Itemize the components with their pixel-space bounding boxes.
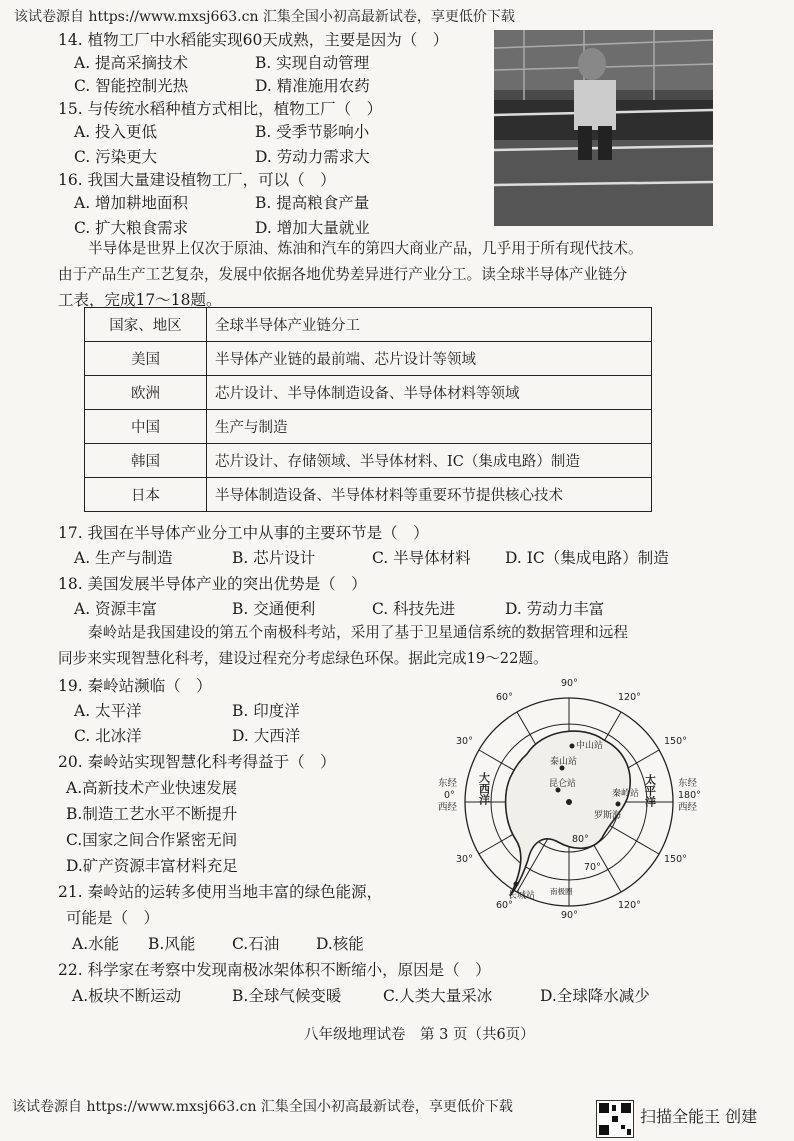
q16-option-a: A. 增加耕地面积	[74, 194, 189, 212]
map-label-east-left: 东经	[438, 778, 458, 789]
q14-option-d: D. 精准施用农药	[255, 77, 370, 95]
source-banner-bottom: 该试卷源自 https://www.mxsj663.cn 汇集全国小初高最新试卷，享更低价下载	[12, 1099, 513, 1115]
q15-option-d: D. 劳动力需求大	[255, 148, 370, 166]
plant-factory-photo	[494, 30, 713, 226]
passage-qinling-line2: 同步来实现智慧化科考，建设过程充分考虑绿色环保。据此完成19～22题。	[58, 650, 548, 667]
map-label-120-top-right: 120°	[618, 692, 641, 703]
q21-option-c: C.石油	[232, 935, 280, 953]
table-cell-region: 中国	[85, 410, 207, 444]
q22-option-d: D.全球降水减少	[540, 987, 650, 1005]
zhongshan-station-marker	[570, 744, 575, 749]
map-label-lat-70: 70°	[584, 862, 601, 873]
question-14-stem: 14. 植物工厂中水稻能实现60天成熟，主要是因为（ ）	[58, 31, 449, 49]
table-cell-role: 芯片设计、存储领域、半导体材料、IC（集成电路）制造	[207, 444, 652, 478]
q17-option-b: B. 芯片设计	[232, 549, 316, 567]
table-cell-role: 生产与制造	[207, 410, 652, 444]
q18-option-c: C. 科技先进	[372, 600, 456, 618]
q20-option-d: D.矿产资源丰富材料充足	[66, 857, 238, 875]
table-cell-role: 半导体产业链的最前端、芯片设计等领域	[207, 342, 652, 376]
map-label-kunlun-station: 昆仑站	[549, 779, 577, 789]
table-cell-role: 芯片设计、半导体制造设备、半导体材料等领域	[207, 376, 652, 410]
question-21-stem-line2: 可能是（ ）	[66, 909, 160, 927]
q14-option-b: B. 实现自动管理	[255, 54, 370, 72]
q16-option-c: C. 扩大粮食需求	[74, 219, 189, 237]
q21-option-d: D.核能	[316, 935, 364, 953]
table-cell-region: 美国	[85, 342, 207, 376]
map-label-antarctic-circle: 南极圈	[550, 887, 573, 896]
question-16-stem: 16. 我国大量建设植物工厂，可以（ ）	[58, 171, 336, 189]
map-label-60-bottom-left: 60°	[496, 900, 513, 911]
q16-option-d: D. 增加大量就业	[255, 219, 370, 237]
map-label-150-right: 150°	[664, 736, 687, 747]
map-label-120-bottom-right: 120°	[618, 900, 641, 911]
q17-option-d: D. IC（集成电路）制造	[505, 549, 669, 567]
q16-option-b: B. 提高粮食产量	[255, 194, 370, 212]
q19-option-d: D. 大西洋	[232, 727, 301, 745]
q18-option-a: A. 资源丰富	[74, 600, 158, 618]
antarctica-map	[432, 672, 702, 920]
passage-semiconductor-line1: 半导体是世界上仅次于原油、炼油和汽车的第四大商业产品，几乎用于所有现代技术。	[88, 240, 643, 257]
semiconductor-chain-table	[84, 307, 652, 512]
map-label-30-left: 30°	[456, 736, 473, 747]
q15-option-b: B. 受季节影响小	[255, 123, 370, 141]
map-label-90-bottom: 90°	[561, 910, 578, 920]
question-15-stem: 15. 与传统水稻种植方式相比，植物工厂（ ）	[58, 100, 383, 118]
question-20-stem: 20. 秦岭站实现智慧化科考得益于（ ）	[58, 753, 336, 771]
changcheng-station-marker	[514, 882, 519, 887]
table-row	[85, 444, 652, 478]
source-banner: 该试卷源自 https://www.mxsj663.cn 汇集全国小初高最新试卷，享更低价下载	[14, 9, 515, 25]
page-footer: 八年级地理试卷 第 3 页（共6页）	[304, 1027, 535, 1043]
table-row	[85, 342, 652, 376]
map-label-lat-80: 80°	[572, 834, 589, 845]
q20-option-a: A.高新技术产业快速发展	[66, 779, 238, 797]
map-label-changcheng-station: 长城站	[508, 891, 536, 901]
q19-option-b: B. 印度洋	[232, 702, 300, 720]
qr-code-icon	[596, 1100, 634, 1138]
passage-semiconductor-line3: 工表，完成17～18题。	[58, 291, 222, 309]
map-label-60-top-left: 60°	[496, 692, 513, 703]
table-cell-region: 日本	[85, 478, 207, 512]
map-label-ross-sea: 罗斯海	[594, 811, 622, 821]
table-row	[85, 478, 652, 512]
table-cell-region: 欧洲	[85, 376, 207, 410]
map-label-pacific: 太平洋	[643, 774, 657, 807]
scanner-watermark: 扫描全能王 创建	[640, 1107, 758, 1126]
table-row	[85, 376, 652, 410]
map-label-0-degree: 0°	[444, 790, 455, 801]
q17-option-a: A. 生产与制造	[74, 549, 173, 567]
map-label-90-top: 90°	[561, 678, 578, 689]
q18-option-b: B. 交通便利	[232, 600, 316, 618]
map-label-atlantic: 大西洋	[477, 772, 491, 805]
q18-option-d: D. 劳动力丰富	[505, 600, 605, 618]
q22-option-b: B.全球气候变暖	[232, 987, 342, 1005]
question-22-stem: 22. 科学家在考察中发现南极冰架体积不断缩小，原因是（ ）	[58, 961, 491, 979]
south-pole-marker	[566, 799, 572, 805]
plant-factory-image	[494, 30, 713, 226]
table-cell-region: 韩国	[85, 444, 207, 478]
q17-option-c: C. 半导体材料	[372, 549, 471, 567]
question-18-stem: 18. 美国发展半导体产业的突出优势是（ ）	[58, 575, 367, 593]
q19-option-a: A. 太平洋	[74, 702, 142, 720]
map-label-west-left: 西经	[438, 802, 458, 813]
map-label-west-right: 西经	[678, 802, 698, 813]
passage-semiconductor-line2: 由于产品生产工艺复杂，发展中依据各地优势差异进行产业分工。读全球半导体产业链分	[58, 266, 628, 283]
map-label-180-degree: 180°	[678, 790, 701, 801]
map-label-150-bottom-right: 150°	[664, 854, 687, 865]
question-19-stem: 19. 秦岭站濒临（ ）	[58, 677, 212, 695]
question-21-stem-line1: 21. 秦岭站的运转多使用当地丰富的绿色能源，	[58, 883, 383, 901]
map-label-qinling-station: 秦岭站	[612, 789, 640, 799]
table-cell-role: 半导体制造设备、半导体材料等重要环节提供核心技术	[207, 478, 652, 512]
q21-option-a: A.水能	[72, 935, 120, 953]
q20-option-b: B.制造工艺水平不断提升	[66, 805, 238, 823]
q14-option-c: C. 智能控制光热	[74, 77, 189, 95]
map-label-taishan-station: 泰山站	[550, 757, 578, 767]
q15-option-c: C. 污染更大	[74, 148, 158, 166]
qinling-station-marker	[616, 802, 621, 807]
q22-option-a: A.板块不断运动	[72, 987, 182, 1005]
q14-option-a: A. 提高采摘技术	[74, 54, 189, 72]
q15-option-a: A. 投入更低	[74, 123, 158, 141]
map-label-30-bottom-left: 30°	[456, 854, 473, 865]
passage-qinling-line1: 秦岭站是我国建设的第五个南极科考站，采用了基于卫星通信系统的数据管理和远程	[88, 624, 628, 641]
table-header-cell: 全球半导体产业链分工	[207, 308, 652, 342]
map-label-zhongshan-station: 中山站	[576, 741, 604, 751]
question-17-stem: 17. 我国在半导体产业分工中从事的主要环节是（ ）	[58, 524, 429, 542]
table-header-row	[85, 308, 652, 342]
table-row	[85, 410, 652, 444]
q21-option-b: B.风能	[148, 935, 196, 953]
map-label-east-right: 东经	[678, 778, 698, 789]
q19-option-c: C. 北冰洋	[74, 727, 142, 745]
q22-option-c: C.人类大量采冰	[383, 987, 493, 1005]
table-header-cell: 国家、地区	[85, 308, 207, 342]
q20-option-c: C.国家之间合作紧密无间	[66, 831, 238, 849]
